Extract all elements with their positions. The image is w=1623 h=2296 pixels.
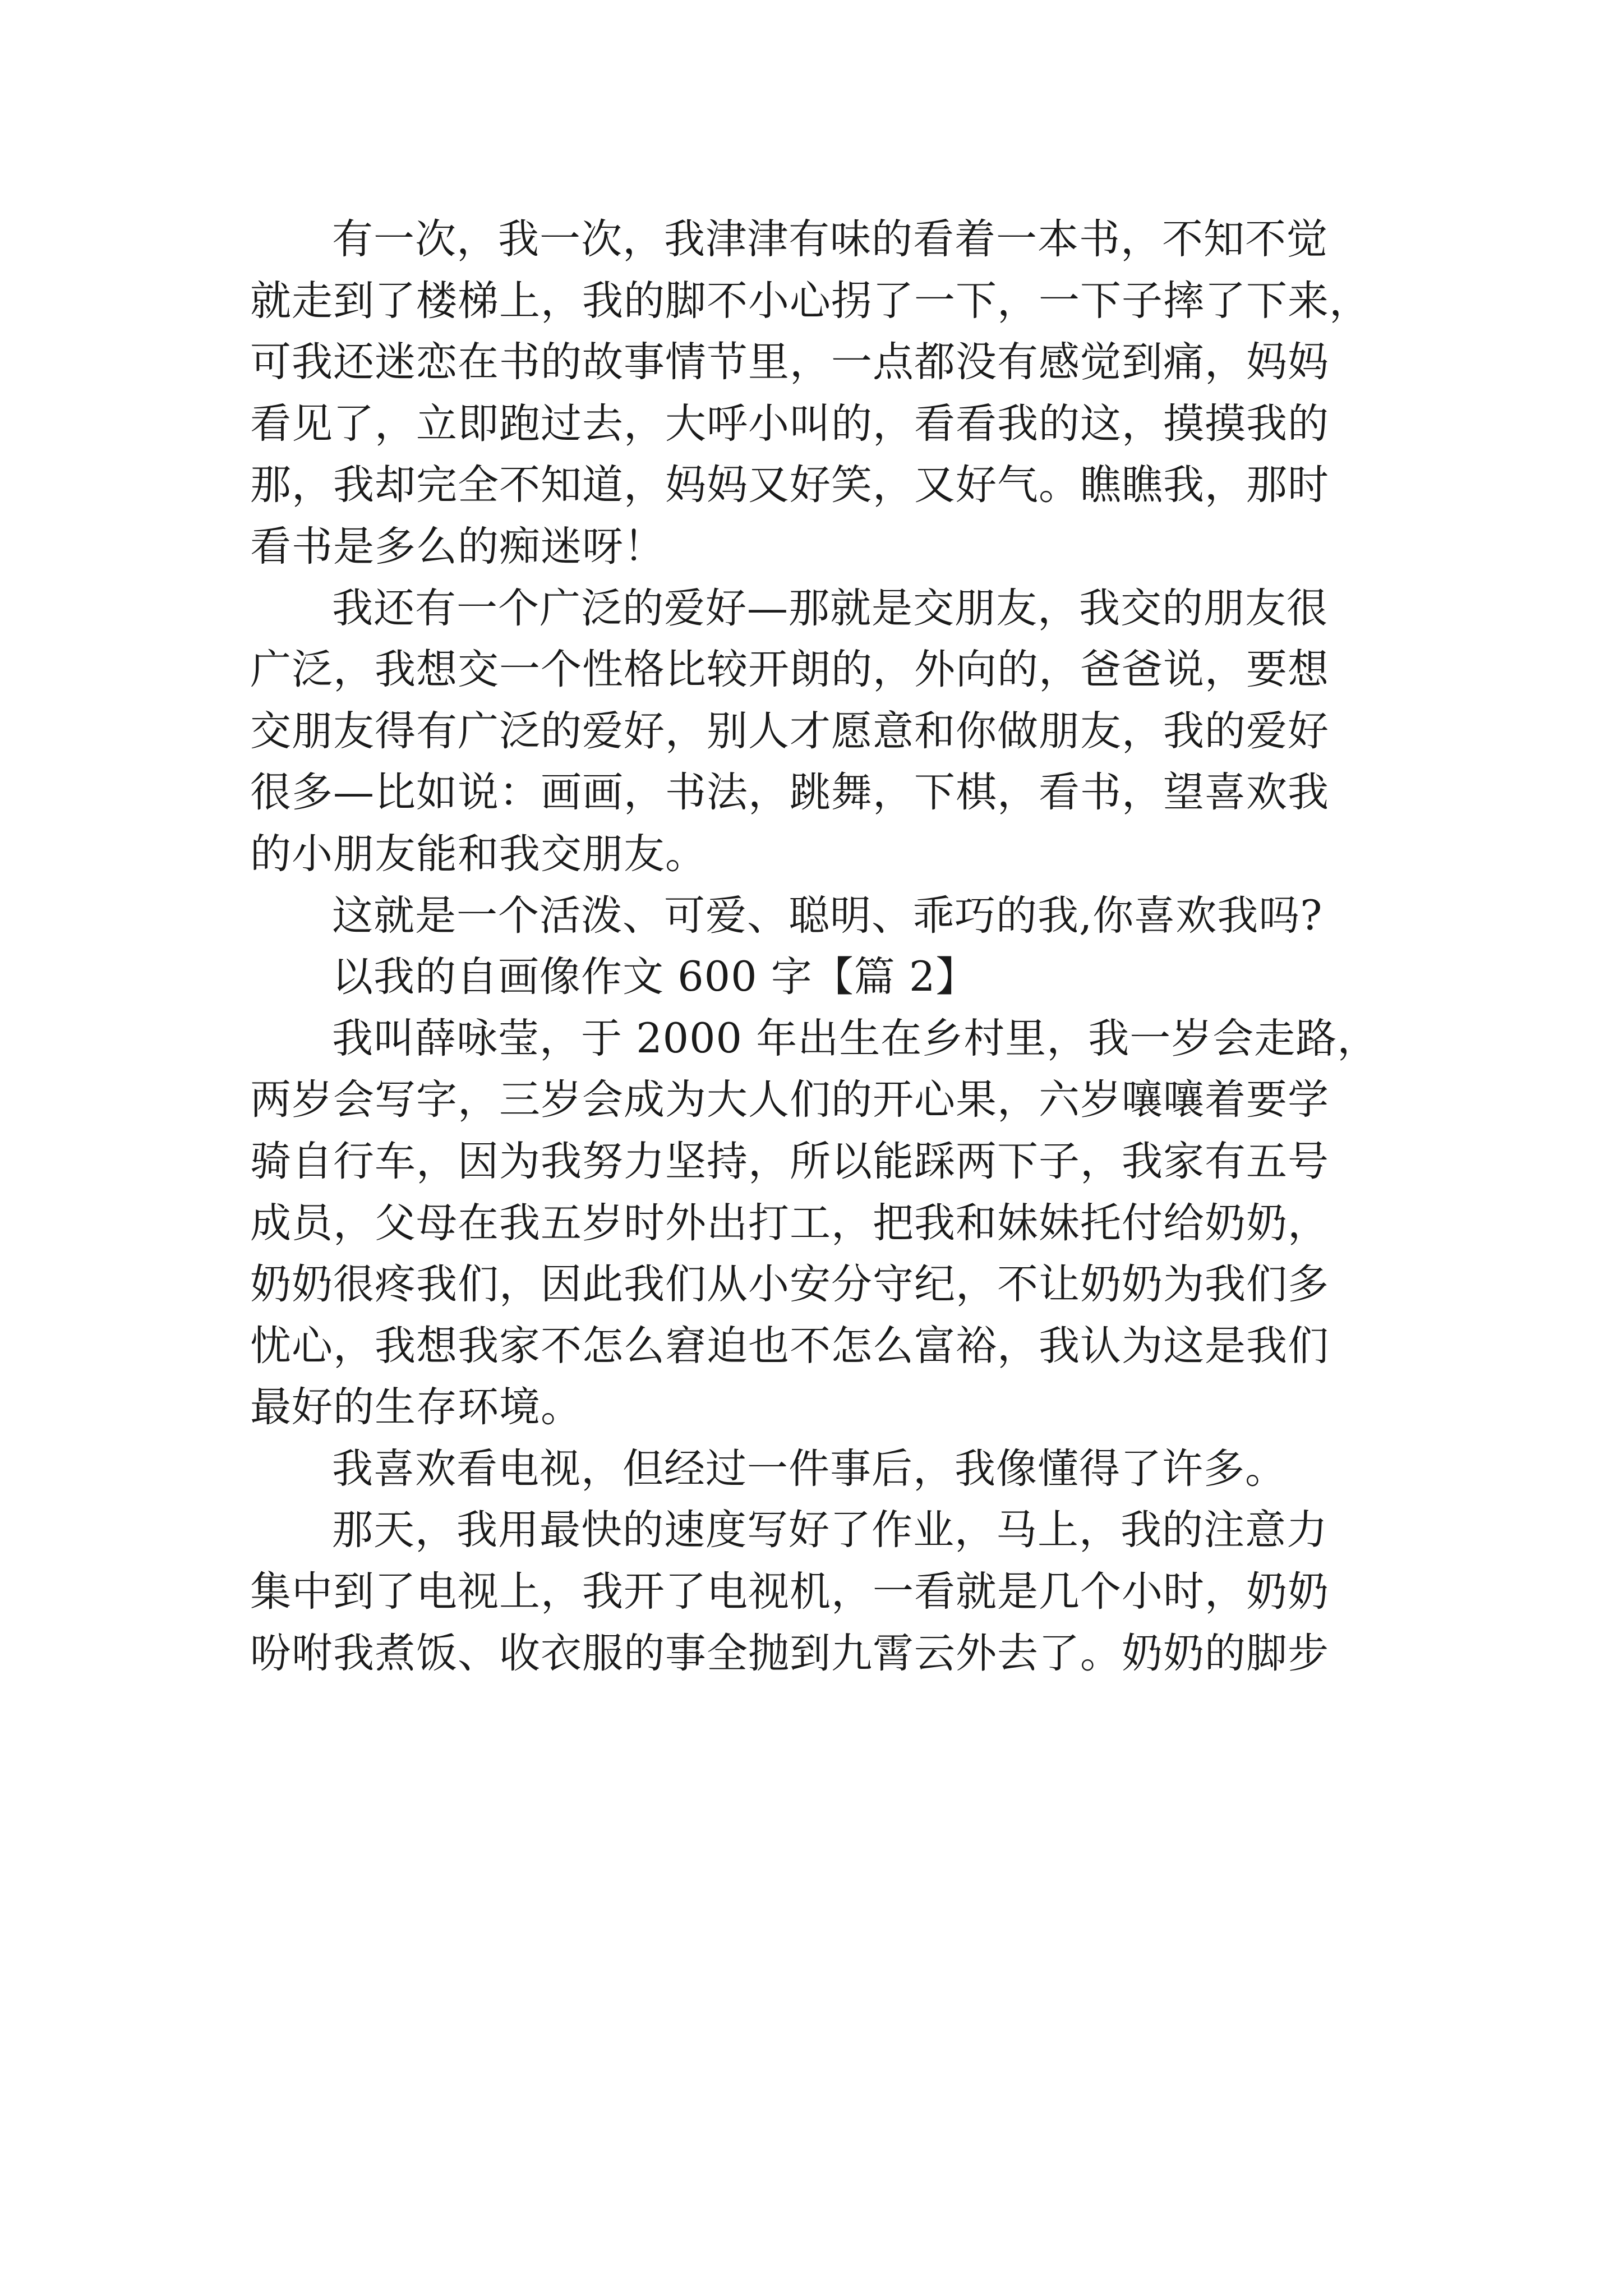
- text-line: 两岁会写字，三岁会成为大人们的开心果，六岁嚷嚷着要学: [250, 1076, 1329, 1124]
- text-line: 可我还迷恋在书的故事情节里，一点都没有感觉到痛，妈妈: [250, 338, 1329, 386]
- text-line: 有一次，我一次，我津津有味的看着一本书，不知不觉: [332, 215, 1328, 263]
- text-line: 就走到了楼梯上，我的脚不小心拐了一下，一下子摔了下来，: [250, 277, 1371, 325]
- text-line: 我叫薛咏莹，于 2000 年出生在乡村里，我一岁会走路，: [332, 1014, 1379, 1062]
- text-line: 的小朋友能和我交朋友。: [250, 830, 707, 878]
- text-line: 骑自行车，因为我努力坚持，所以能踩两下子，我家有五号: [250, 1137, 1329, 1185]
- text-line: 广泛，我想交一个性格比较开朗的，外向的，爸爸说，要想: [250, 646, 1329, 694]
- text-line: 交朋友得有广泛的爱好，别人才愿意和你做朋友，我的爱好: [250, 707, 1329, 755]
- document-body: [250, 209, 1389, 1684]
- text-line: 成员，父母在我五岁时外出打工，把我和妹妹托付给奶奶，: [250, 1199, 1329, 1247]
- text-line: 那，我却完全不知道，妈妈又好笑，又好气。瞧瞧我，那时: [250, 461, 1329, 509]
- text-line: 我还有一个广泛的爱好—那就是交朋友，我交的朋友很: [332, 584, 1328, 632]
- text-line: 看书是多么的痴迷呀！: [250, 522, 665, 570]
- text-line: 看见了，立即跑过去，大呼小叫的，看看我的这，摸摸我的: [250, 399, 1329, 448]
- text-line: 我喜欢看电视，但经过一件事后，我像懂得了许多。: [332, 1444, 1287, 1493]
- section-heading: 以我的自画像作文 600 字【篇 2】: [332, 953, 978, 1001]
- text-line: 最好的生存环境。: [250, 1383, 582, 1432]
- text-line: 奶奶很疼我们，因此我们从小安分守纪，不让奶奶为我们多: [250, 1260, 1329, 1309]
- text-line: 吩咐我煮饭、收衣服的事全抛到九霄云外去了。奶奶的脚步: [250, 1629, 1329, 1677]
- text-line: 很多—比如说：画画，书法，跳舞，下棋，看书，望喜欢我: [250, 769, 1329, 817]
- text-line: 那天，我用最快的速度写好了作业，马上，我的注意力: [332, 1506, 1328, 1554]
- text-line: 这就是一个活泼、可爱、聪明、乖巧的我,你喜欢我吗?: [332, 891, 1323, 940]
- text-line: 集中到了电视上，我开了电视机，一看就是几个小时，奶奶: [250, 1568, 1329, 1616]
- text-line: 忧心，我想我家不怎么窘迫也不怎么富裕，我认为这是我们: [250, 1322, 1329, 1370]
